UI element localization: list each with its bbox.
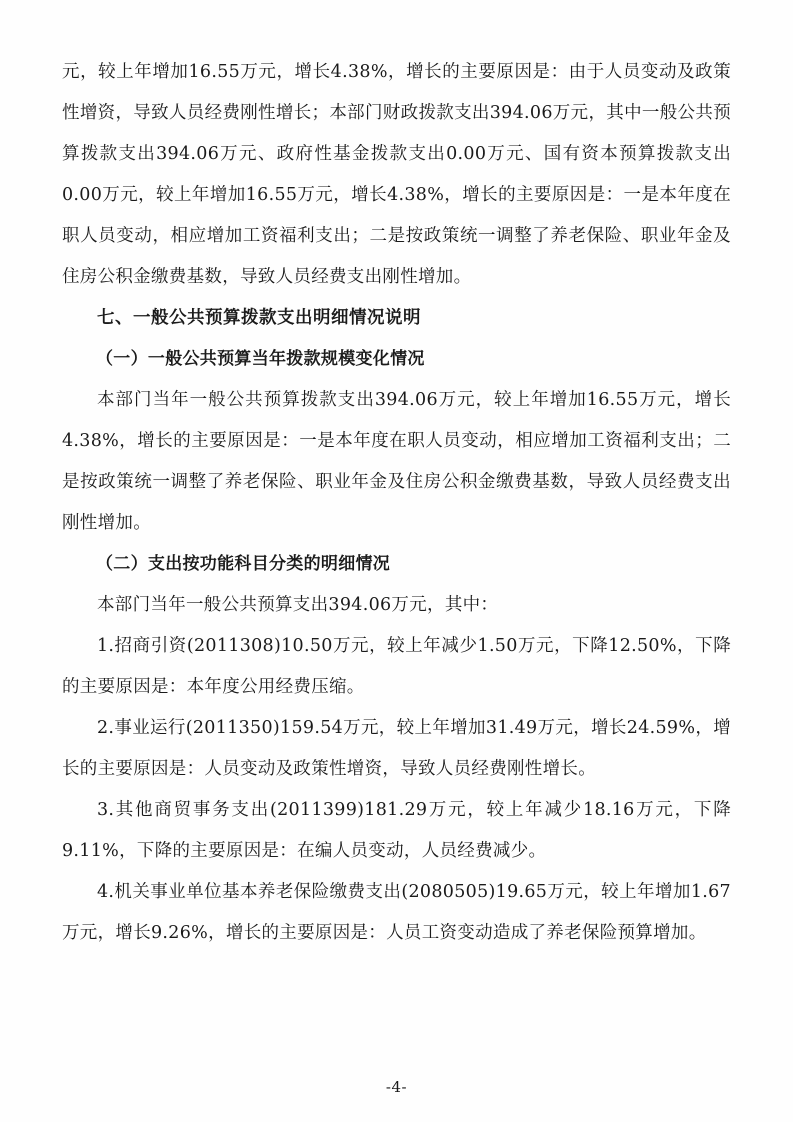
subsection-heading: （一）一般公共预算当年拨款规模变化情况 [96, 349, 425, 369]
page-number: -4- [385, 1078, 408, 1096]
paragraph: 2.事业运行(2011350)159.54万元，较上年增加31.49万元，增长24.59%，增长的主要原因是：人员变动及政策性增资，导致人员经费刚性增长。 [62, 718, 731, 779]
paragraph: 本部门当年一般公共预算支出394.06万元，其中： [97, 595, 499, 615]
paragraph: 本部门当年一般公共预算拨款支出394.06万元，较上年增加16.55万元，增长4.38%，增长的主要原因是：一是本年度在职人员变动，相应增加工资福利支出；二是按政策统一调整了养老保险、职业年金及住房公积金缴费基数，导致人员经费支出刚性增加。 [62, 390, 731, 533]
section-heading: 七、一般公共预算拨款支出明细情况说明 [97, 308, 421, 328]
paragraph: 4.机关事业单位基本养老保险缴费支出(2080505)19.65万元，较上年增加1.67万元，增长9.26%，增长的主要原因是：人员工资变动造成了养老保险预算增加。 [62, 882, 731, 943]
paragraph: 元，较上年增加16.55万元，增长4.38%，增长的主要原因是：由于人员变动及政策性增资，导致人员经费刚性增长；本部门财政拨款支出394.06万元，其中一般公共预算拨款支出394.06万元、政府性基金拨款支出0.00万元、国有资本预算拨款支出0.00万元，较上年增加16.55万元，增长4.38%，增长的主要原因是：一是本年度在职人员变动，相应增加工资福利支出；二是按政策统一调整了养老保险、职业年金及住房公积金缴费基数，导致人员经费支出刚性增加。 [62, 62, 731, 287]
paragraph: 3.其他商贸事务支出(2011399)181.29万元，较上年减少18.16万元，下降9.11%，下降的主要原因是：在编人员变动，人员经费减少。 [62, 800, 731, 861]
paragraph: 1.招商引资(2011308)10.50万元，较上年减少1.50万元，下降12.50%，下降的主要原因是：本年度公用经费压缩。 [62, 636, 731, 697]
subsection-heading: （二）支出按功能科目分类的明细情况 [96, 554, 391, 574]
document-body [62, 52, 731, 954]
